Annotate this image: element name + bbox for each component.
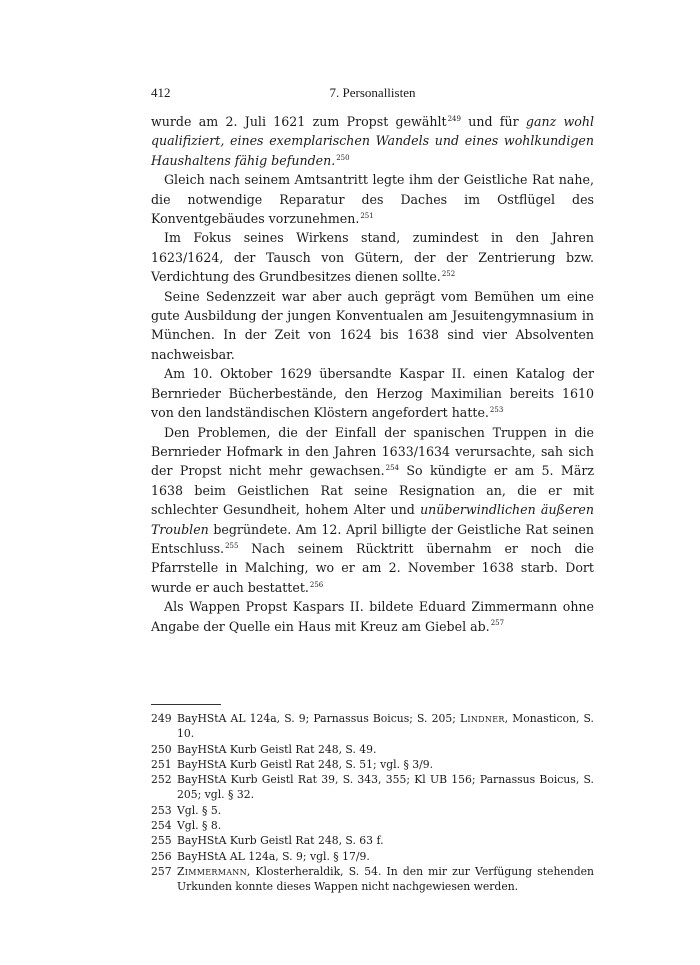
text-run: BayHStA AL 124a, S. 9; vgl. § 17/9. <box>177 849 370 863</box>
footnote-rule <box>151 704 221 705</box>
text-run: Vgl. § 8. <box>177 819 222 833</box>
footnote <box>151 711 594 742</box>
footnote-number: 257 <box>151 864 172 878</box>
footnote-ref: 257 <box>490 619 505 628</box>
footnote-ref: 255 <box>225 541 239 550</box>
text-run: Am 10. Oktober 1629 übersandte Kaspar II. einen Katalog der Bernrieder Bücherbestände, den Herzog Maximilian bereits 1610 von den landständischen Klöstern angefordert hatte. <box>151 366 594 421</box>
footnote <box>151 818 594 833</box>
text-run: Gleich nach seinem Amtsantritt legte ihm der Geistliche Rat nahe, die notwendige Reparatur des Daches im Ostflügel des Konventgebäudes vorzunehmen. <box>151 172 594 227</box>
footnote-number: 253 <box>151 803 172 817</box>
footnote-ref: 256 <box>309 580 324 589</box>
footnote-ref: 253 <box>489 405 504 414</box>
author-name: Lindner <box>459 711 505 725</box>
text-run: wurde am 2. Juli 1621 zum Propst gewählt <box>151 114 447 129</box>
italic-text: ganz wohl qualifiziert, eines exemplarischen Wandels und eines wohlkundigen Haushaltens fähig befunden <box>151 114 594 168</box>
footnote <box>151 833 594 848</box>
text-run: begründete. Am 12. April billigte der Geistliche Rat seinen Entschluss. <box>151 521 594 556</box>
text-run: Nach seinem Rücktritt übernahm er noch die Pfarrstelle in Malching, wo er am 2. November 1638 starb. Dort wurde er auch bestattet. <box>151 540 594 595</box>
italic-text: unüberwindlichen äußeren Troublen <box>151 502 594 537</box>
running-title: 7. Personallisten <box>329 85 416 100</box>
footnote-number: 256 <box>151 849 172 863</box>
page <box>151 85 594 895</box>
footnote <box>151 757 594 772</box>
footnote-number: 252 <box>151 773 172 787</box>
paragraph <box>151 170 594 228</box>
text-run: BayHStA Kurb Geistl Rat 248, S. 51; vgl. § 3/9. <box>177 757 434 771</box>
page-number: 412 <box>151 85 171 100</box>
footnote-number: 254 <box>151 819 172 833</box>
text-run: . <box>331 152 336 168</box>
footnote-ref: 251 <box>360 211 374 220</box>
footnote-text <box>177 757 594 772</box>
paragraph <box>151 228 594 286</box>
footnote-text <box>177 849 594 864</box>
footnote-ref: 252 <box>441 270 456 279</box>
footnote-ref: 249 <box>447 114 461 123</box>
running-head <box>151 85 594 105</box>
text-run: Als Wappen Propst Kaspars II. bildete Eduard Zimmermann ohne Angabe der Quelle ein Haus mit Kreuz am Giebel ab. <box>151 599 594 634</box>
footnote-ref: 254 <box>385 464 399 473</box>
footnote-text <box>177 742 594 757</box>
paragraph <box>151 112 594 170</box>
footnote-number: 249 <box>151 711 172 725</box>
footnote-text <box>177 833 594 848</box>
footnote-text <box>177 864 594 895</box>
text-run: Im Fokus seines Wirkens stand, zumindest in den Jahren 1623/1624, der Tausch von Gütern, der der Zentrierung bzw. Verdichtung des Grundbesitzes dienen sollte. <box>151 230 594 285</box>
footnote <box>151 803 594 818</box>
text-run: BayHStA Kurb Geistl Rat 248, S. 49. <box>177 742 377 756</box>
footnote <box>151 864 594 895</box>
body-text <box>151 112 594 636</box>
footnote <box>151 772 594 803</box>
footnote-text <box>177 772 594 803</box>
paragraph <box>151 364 594 422</box>
paragraph <box>151 597 594 636</box>
text-run: , Monasticon, S. 10. <box>177 711 594 741</box>
footnote-text <box>177 803 594 818</box>
author-name: Zimmermann <box>177 864 247 878</box>
text-run: BayHStA Kurb Geistl Rat 39, S. 343, 355; Kl UB 156; Parnassus Boicus, S. 205; vgl. § 32. <box>177 773 594 802</box>
text-run: So kündigte er am 5. März 1638 beim Geistlichen Rat seine Resignation an, die er mit schlechter Gesundheit, hohem Alter und <box>151 463 594 518</box>
text-run: BayHStA Kurb Geistl Rat 248, S. 63 f. <box>177 834 384 848</box>
text-run: Seine Sedenzzeit war aber auch geprägt vom Bemühen um eine gute Ausbildung der jungen Konventualen am Jesuitengymnasium in München. In der Zeit von 1624 bis 1638 sind vier Absolventen nachweisbar. <box>151 288 594 362</box>
footnote-text <box>177 711 594 742</box>
text-run: Den Problemen, die der Einfall der spanischen Truppen in die Bernrieder Hofmark in den Jahren 1633/1634 verursachte, sah sich der Propst nicht mehr gewachsen. <box>151 424 594 479</box>
text-run: , Klosterheraldik, S. 54. In den mir zur Verfügung stehenden Urkunden konnte dieses Wappen nicht nachgewiesen werden. <box>177 864 594 894</box>
footnote <box>151 849 594 864</box>
footnote <box>151 742 594 757</box>
text-run: Vgl. § 5. <box>177 803 222 817</box>
footnote-ref: 250 <box>336 153 350 162</box>
footnote-number: 251 <box>151 757 172 771</box>
paragraph <box>151 423 594 598</box>
footnotes <box>151 711 594 895</box>
text-run: BayHStA AL 124a, S. 9; Parnassus Boicus; S. 205; <box>177 711 460 725</box>
text-run: und für <box>460 114 526 129</box>
paragraph <box>151 287 594 365</box>
footnote-text <box>177 818 594 833</box>
footnote-number: 250 <box>151 742 172 756</box>
footnote-number: 255 <box>151 834 172 848</box>
